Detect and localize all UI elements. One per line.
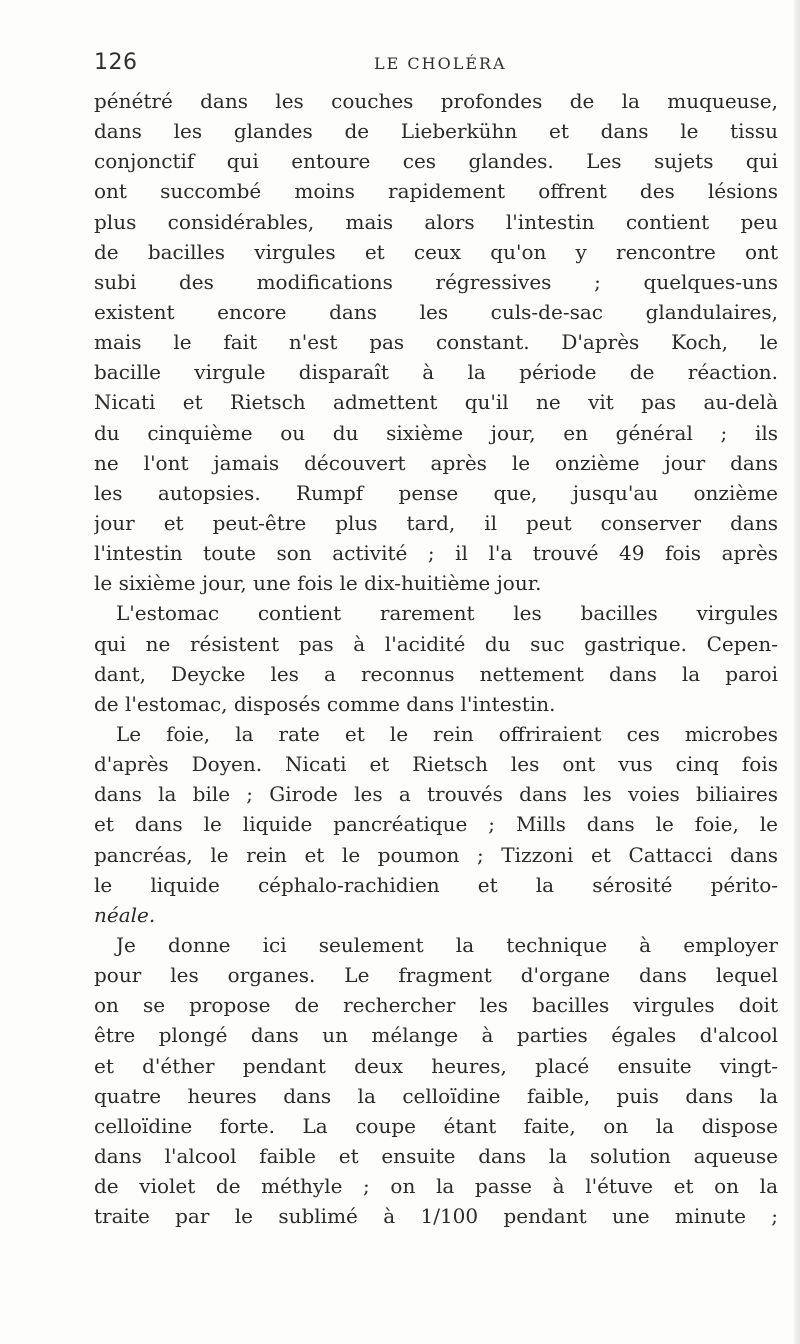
text-line: bacille virgule disparaît à la période de réaction. [94,360,778,385]
text-line: pancréas, le rein et le poumon ; Tizzoni et Cattacci dans [94,842,778,867]
text-line: dans les glandes de Lieberkühn et dans le tissu [94,119,778,144]
body-text [94,86,778,1231]
text-line: être plongé dans un mélange à parties égales d'alcool [94,1023,778,1048]
text-line: de violet de méthyle ; on la passe à l'étuve et on la [94,1174,778,1199]
text-line: plus considérables, mais alors l'intestin contient peu [94,209,778,234]
text-line: conjonctif qui entoure ces glandes. Les sujets qui [94,149,778,174]
text-line: subi des modifications régressives ; quelques-uns [94,269,778,294]
text-line: pour les organes. Le fragment d'organe dans lequel [94,963,778,988]
text-line: traite par le sublimé à 1/100 pendant une minute ; [94,1204,778,1229]
text-line: mais le fait n'est pas constant. D'après Koch, le [94,330,778,355]
text-line: les autopsies. Rumpf pense que, jusqu'au onzième [94,480,778,505]
text-line: Nicati et Rietsch admettent qu'il ne vit pas au-delà [94,390,778,415]
running-title: LE CHOLÉRA [374,54,507,73]
text-line: quatre heures dans la celloïdine faible, puis dans la [94,1083,778,1108]
text-line: celloïdine forte. La coupe étant faite, on la dispose [94,1113,778,1138]
text-line: existent encore dans les culs-de-sac glandulaires, [94,299,778,324]
page-number: 126 [94,50,138,75]
text-line: on se propose de rechercher les bacilles virgules doit [94,993,778,1018]
text-line: néale. [94,902,156,927]
text-line: et dans le liquide pancréatique ; Mills dans le foie, le [94,812,778,837]
text-line: ont succombé moins rapidement offrent des lésions [94,179,778,204]
text-line: dans l'alcool faible et ensuite dans la solution aqueuse [94,1143,778,1168]
text-line: d'après Doyen. Nicati et Rietsch les ont vus cinq fois [94,752,778,777]
text-line: du cinquième ou du sixième jour, en général ; ils [94,420,778,445]
text-line: L'estomac contient rarement les bacilles virgules [116,601,778,626]
text-line: le sixième jour, une fois le dix-huitième jour. [94,571,542,596]
text-line: Je donne ici seulement la technique à employer [116,932,778,957]
text-line: l'intestin toute son activité ; il l'a trouvé 49 fois après [94,541,778,566]
text-line: de l'estomac, disposés comme dans l'intestin. [94,691,556,716]
text-line: dant, Deycke les a reconnus nettement dans la paroi [94,661,778,686]
text-line: qui ne résistent pas à l'acidité du suc gastrique. Cepen- [94,631,778,656]
text-line: dans la bile ; Girode les a trouvés dans les voies biliaires [94,782,778,807]
text-line: de bacilles virgules et ceux qu'on y rencontre ont [94,239,778,264]
text-line: ne l'ont jamais découvert après le onzième jour dans [94,450,778,475]
text-line: jour et peut-être plus tard, il peut conserver dans [94,510,778,535]
text-line: et d'éther pendant deux heures, placé ensuite vingt- [94,1053,778,1078]
text-line: le liquide céphalo-rachidien et la sérosité périto- [94,872,778,897]
page-edge [794,0,800,1344]
text-line: Le foie, la rate et le rein offriraient ces microbes [116,721,778,746]
page-header [94,50,734,80]
text-line: pénétré dans les couches profondes de la muqueuse, [94,89,778,113]
